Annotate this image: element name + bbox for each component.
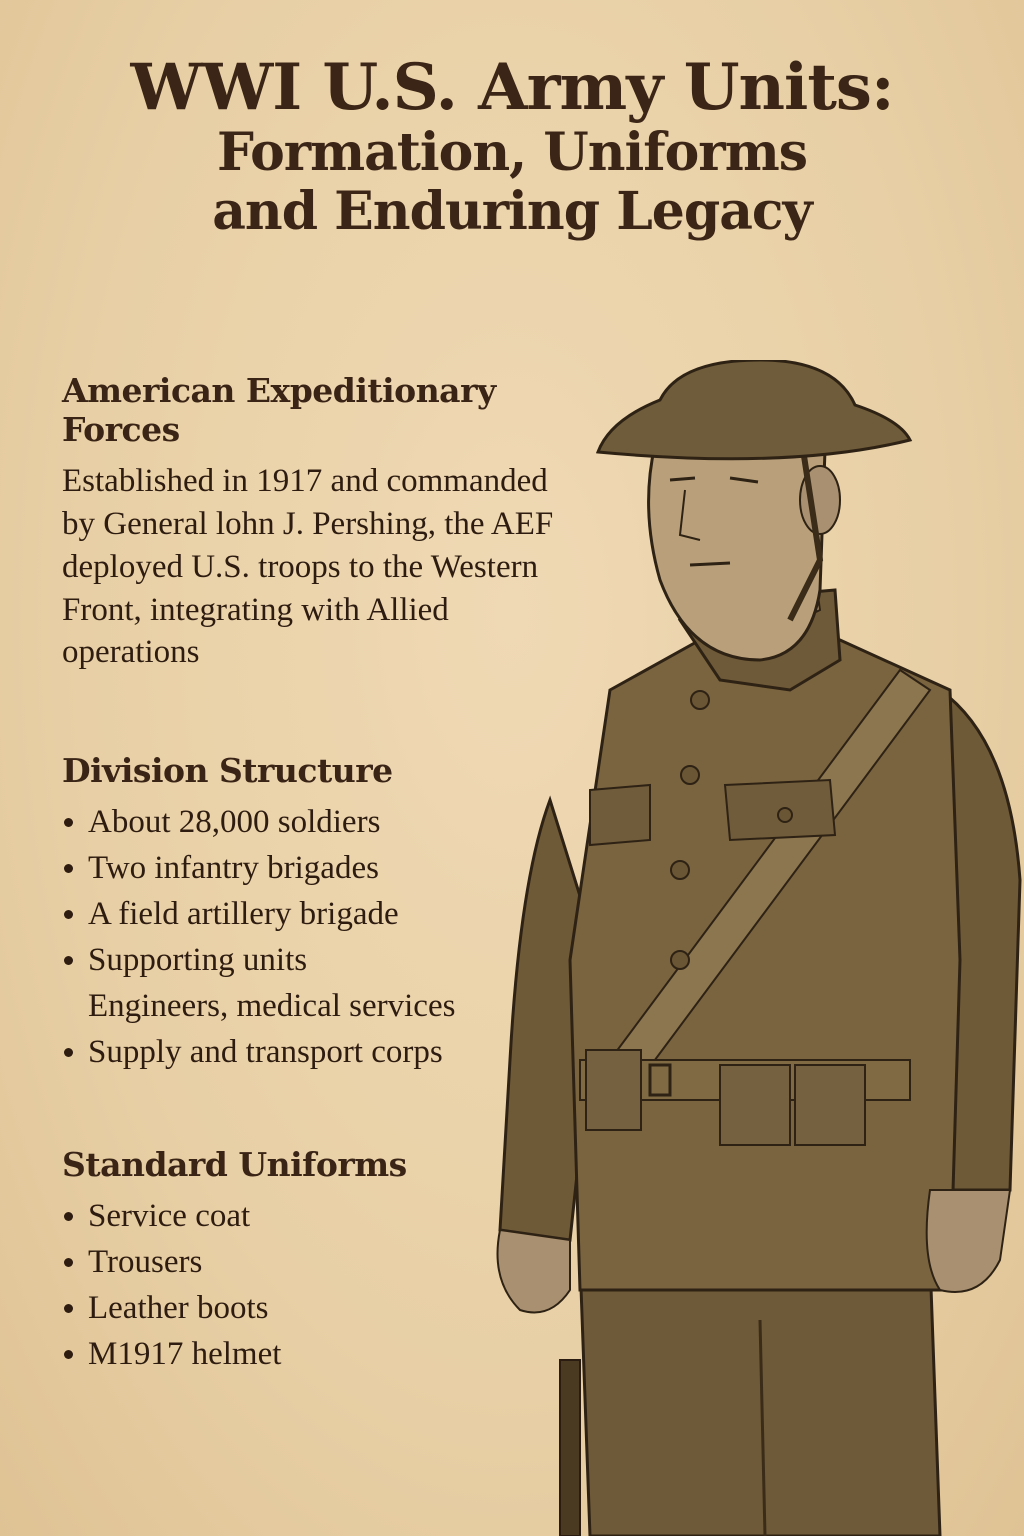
list-item: M1917 helmet bbox=[62, 1331, 582, 1377]
bullet-icon bbox=[64, 1350, 73, 1359]
section-heading: Division Structure bbox=[62, 751, 393, 790]
bullet-icon bbox=[64, 1258, 73, 1267]
bullet-icon bbox=[64, 1304, 73, 1313]
list-item-sub: Engineers, medical services bbox=[88, 987, 456, 1024]
list-item: A field artillery brigade bbox=[62, 891, 582, 937]
bullet-icon bbox=[64, 910, 73, 919]
title-line-1: WWI U.S. Army Units: bbox=[130, 50, 894, 125]
list-item: Supporting units Engineers, medical services bbox=[62, 937, 582, 1029]
title-line-2: Formation, Uniforms bbox=[217, 122, 807, 184]
poster-title bbox=[0, 52, 1024, 242]
list-item: Trousers bbox=[62, 1239, 582, 1285]
bullet-icon bbox=[64, 956, 73, 965]
list-item: Supply and transport corps bbox=[62, 1029, 582, 1075]
list-item: Leather boots bbox=[62, 1285, 582, 1331]
list-item: Service coat bbox=[62, 1193, 582, 1239]
section-heading: Standard Uniforms bbox=[62, 1145, 407, 1184]
bullet-icon bbox=[64, 864, 73, 873]
soldier-illustration bbox=[490, 360, 1024, 1536]
section-body: Established in 1917 and commanded by General lohn J. Pershing, the AEF deployed U.S. troops to the Western Front, integrating with Allied operations bbox=[62, 462, 554, 671]
title-line-3: and Enduring Legacy bbox=[212, 181, 812, 243]
list-item: About 28,000 soldiers bbox=[62, 799, 582, 845]
bullet-icon bbox=[64, 1048, 73, 1057]
bullet-icon bbox=[64, 1212, 73, 1221]
list-item: Two infantry brigades bbox=[62, 845, 582, 891]
bullet-icon bbox=[64, 818, 73, 827]
section-heading: American Expeditionary Forces bbox=[62, 371, 496, 449]
